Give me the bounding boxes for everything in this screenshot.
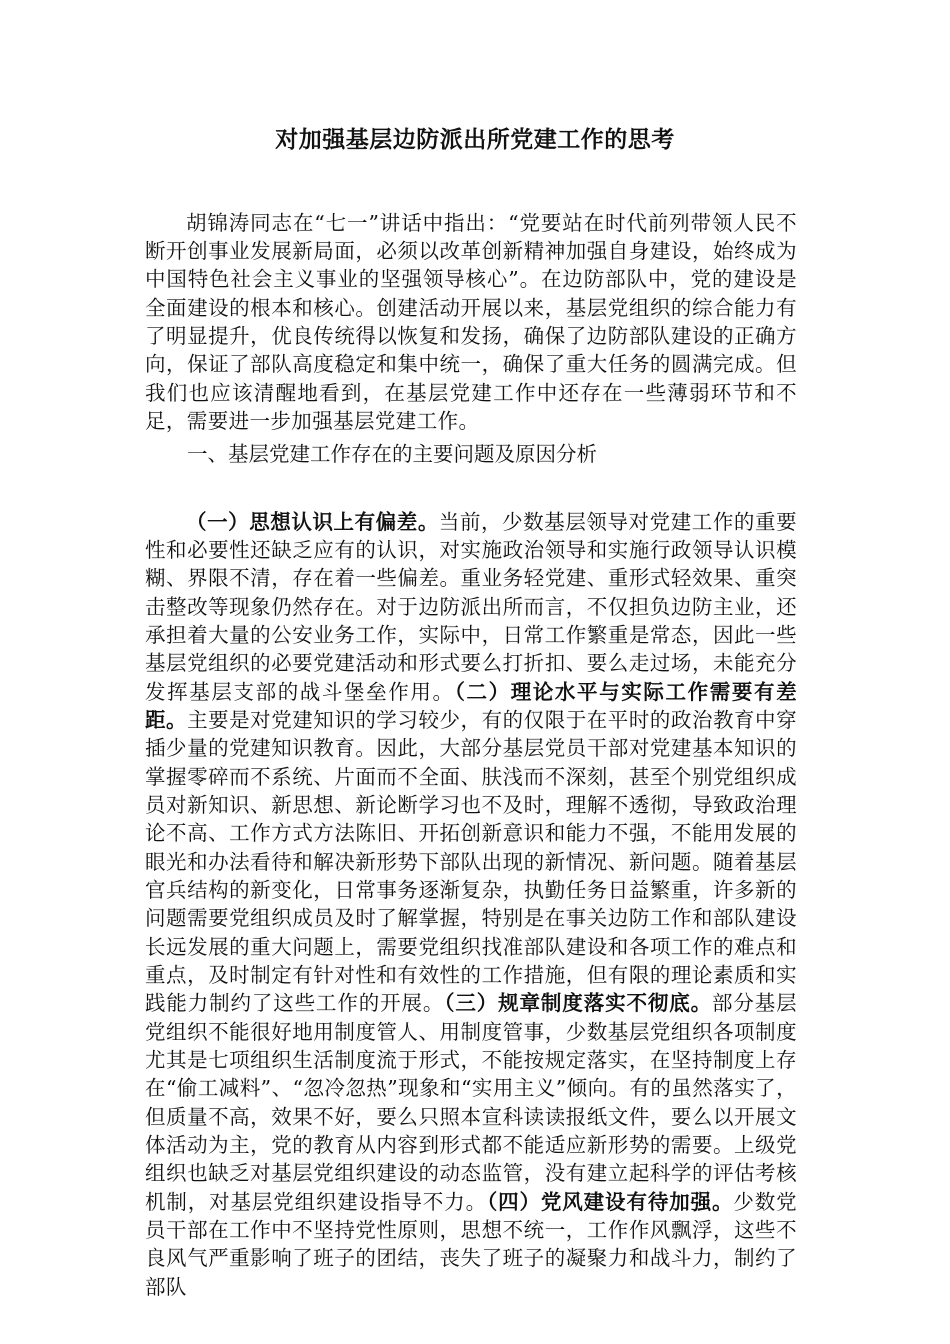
- point-heading: （二）理论水平与实际工作需要有差距。: [145, 679, 797, 732]
- point-heading: （三）规章制度落实不彻底。: [444, 991, 712, 1016]
- section-paragraph: [145, 508, 797, 1302]
- document-title: 对加强基层边防派出所党建工作的思考: [275, 127, 675, 153]
- section-heading: 一、基层党建工作存在的主要问题及原因分析: [187, 442, 597, 466]
- point-text: 部分基层党组织不能很好地用制度管人、用制度管事，少数基层党组织各项制度尤其是七项组织生活制度流于形式，不能按规定落实，在坚持制度上存在“偷工减料”、“忽冷忽热”现象和“实用主义”倾向。有的虽然落实了，但质量不高，效果不好，要么只照本宣科读读报纸文件，要么以开展文体活动为主，党的教育从内容到形式都不能适应新形势的需要。上级党组织也缺乏对基层党组织建设的动态监管，没有建立起科学的评估考核机制，对基层党组织建设指导不力。: [145, 991, 798, 1214]
- point-text: 少数党员干部在工作中不坚持党性原则，思想不统一，工作作风飘浮，这些不良风气严重影响了班子的团结，丧失了班子的凝聚力和战斗力，制约了部队: [145, 1189, 797, 1299]
- point-text: 当前，少数基层领导对党建工作的重要性和必要性还缺乏应有的认识，对实施政治领导和实施行政领导认识模糊、界限不清，存在着一些偏差。重业务轻党建、重形式轻效果、重突击整改等现象仍然存在。对于边防派出所而言，不仅担负边防主业，还承担着大量的公安业务工作，实际中，日常工作繁重是常态，因此一些基层党组织的必要党建活动和形式要么打折扣、要么走过场，未能充分发挥基层支部的战斗堡垒作用。: [145, 509, 797, 704]
- point-text: 主要是对党建知识的学习较少，有的仅限于在平时的政治教育中穿插少量的党建知识教育。因此，大部分基层党员干部对党建基本知识的掌握零碎而不系统、片面而不全面、肤浅而不深刻，甚至个别党组织成员对新知识、新思想、新论断学习也不及时，理解不透彻，导致政治理论不高、工作方式方法陈旧、开拓创新意识和能力不强，不能用发展的眼光和办法看待和解决新形势下部队出现的新情况、新问题。随着基层官兵结构的新变化，日常事务逐渐复杂，执勤任务日益繁重，许多新的问题需要党组织成员及时了解掌握，特别是在事关边防工作和部队建设长远发展的重大问题上，需要党组织找准部队建设和各项工作的难点和重点，及时制定有针对性和有效性的工作措施，但有限的理论素质和实践能力制约了这些工作的开展。: [145, 707, 797, 1016]
- point-heading: （一）思想认识上有偏差。: [186, 509, 439, 534]
- intro-paragraph: 胡锦涛同志在“七一”讲话中指出：“党要站在时代前列带领人民不断开创事业发展新局面，必须以改革创新精神加强自身建设，始终成为中国特色社会主义事业的坚强领导核心”。在边防部队中，党的建设是全面建设的根本和核心。创建活动开展以来，基层党组织的综合能力有了明显提升，优良传统得以恢复和发扬，确保了边防部队建设的正确方向，保证了部队高度稳定和集中统一，确保了重大任务的圆满完成。但我们也应该清醒地看到，在基层党建工作中还存在一些薄弱环节和不足，需要进一步加强基层党建工作。: [145, 210, 797, 433]
- point-heading: （四）党风建设有待加强。: [487, 1189, 734, 1214]
